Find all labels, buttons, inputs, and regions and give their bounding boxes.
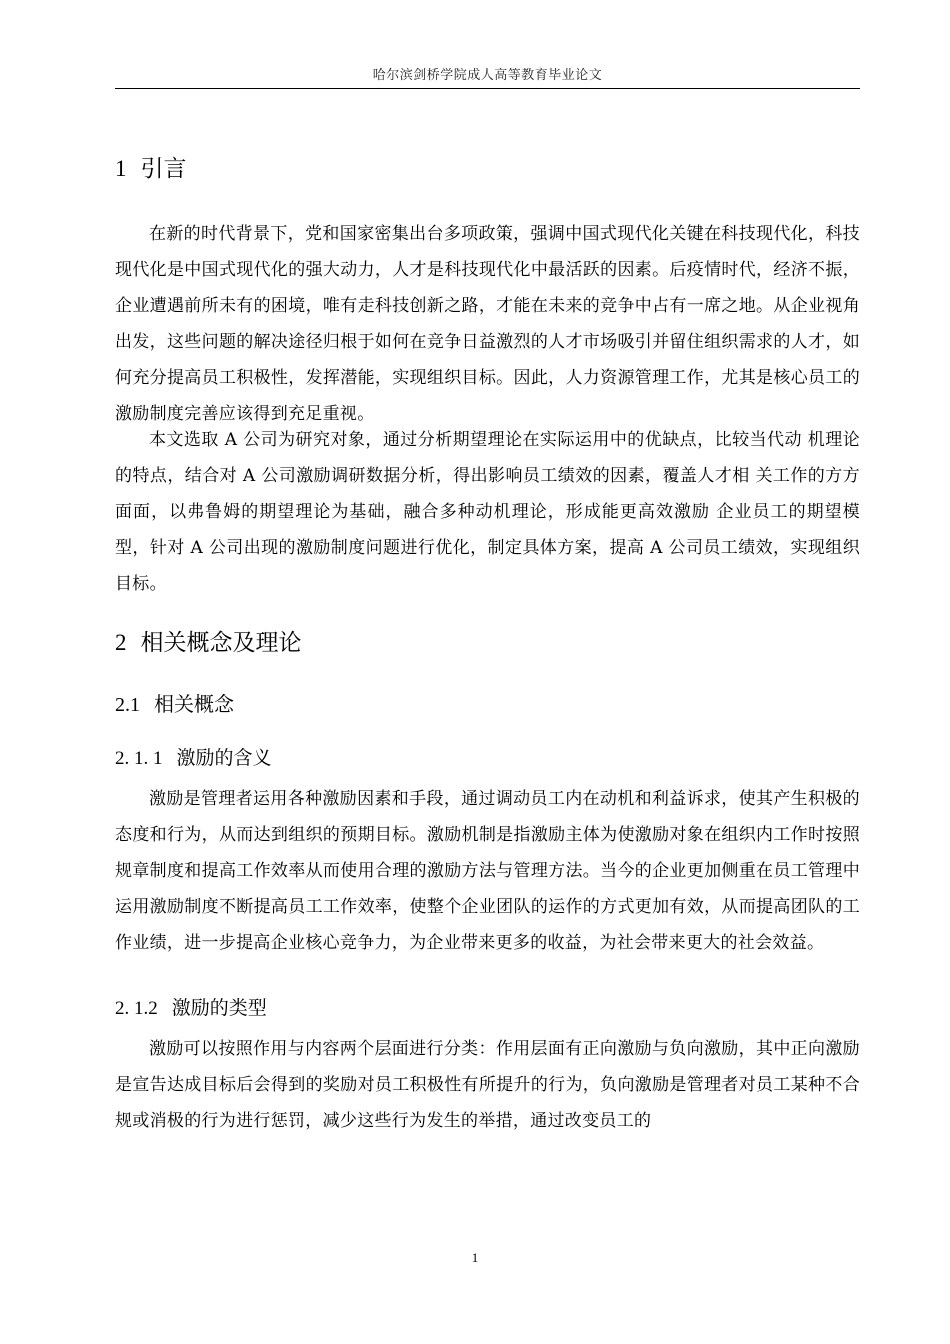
section-2-1-1-heading — [115, 743, 272, 770]
section-number: 1 — [115, 156, 127, 181]
section-number: 2. 1.2 — [115, 998, 158, 1019]
intro-paragraph-1: 在新的时代背景下，党和国家密集出台多项政策，强调中国式现代化关键在科技现代化，科技现代化是中国式现代化的强大动力，人才是科技现代化中最活跃的因素。后疫情时代，经济不振，企业遭遇前所未有的困境，唯有走科技创新之路，才能在未来的竞争中占有一席之地。从企业视角出发，这些问题的解决途径归根于如何在竞争日益激烈的人才市场吸引并留住组织需求的人才，如何充分提高员工积极性，发挥潜能，实现组织目标。因此，人力资源管理工作，尤其是核心员工的激励制度完善应该得到充足重视。 — [115, 224, 860, 424]
header-rule — [115, 88, 860, 89]
intro-paragraph-2: 本文选取 A 公司为研究对象，通过分析期望理论在实际运用中的优缺点，比较当代动 机理论的特点，结合对 A 公司激励调研数据分析，得出影响员工绩效的因素，覆盖人才相 关工作的方方面面，以弗鲁姆的期望理论为基础，融合多种动机理论，形成能更高效激励 企业员工的期望模型，针对 A 公司出现的激励制度问题进行优化，制定具体方案，提高 A 公司员工绩效，实现组织目标。 — [115, 430, 860, 594]
running-header: 哈尔滨剑桥学院成人高等教育毕业论文 — [372, 68, 603, 83]
section-number: 2.1 — [115, 694, 140, 716]
section-1-heading — [115, 150, 187, 183]
section-title: 相关概念及理论 — [140, 630, 302, 656]
section-title: 相关概念 — [154, 692, 234, 716]
section-number: 2. 1. 1 — [115, 748, 163, 769]
section-2-heading — [115, 624, 302, 657]
section-title: 激励的含义 — [176, 747, 272, 769]
section-title: 激励的类型 — [171, 997, 267, 1019]
section-title: 引言 — [140, 156, 187, 182]
section-2-1-heading — [115, 688, 234, 717]
page-number: 1 — [471, 1250, 479, 1265]
incentive-meaning-paragraph: 激励是管理者运用各种激励因素和手段，通过调动员工内在动机和利益诉求，使其产生积极的态度和行为，从而达到组织的预期目标。激励机制是指激励主体为使激励对象在组织内工作时按照规章制度和提高工作效率从而使用合理的激励方法与管理方法。当今的企业更加侧重在员工管理中运用激励制度不断提高员工工作效率，使整个企业团队的运作的方式更加有效，从而提高团队的工作业绩，进一步提高企业核心竞争力，为企业带来更多的收益，为社会带来更大的社会效益。 — [115, 789, 860, 953]
section-number: 2 — [115, 630, 127, 655]
incentive-types-paragraph: 激励可以按照作用与内容两个层面进行分类：作用层面有正向激励与负向激励，其中正向激励是宣告达成目标后会得到的奖励对员工积极性有所提升的行为，负向激励是管理者对员工某种不合规或消极的行为进行惩罚，减少这些行为发生的举措，通过改变员工的 — [115, 1039, 860, 1131]
section-2-1-2-heading — [115, 993, 267, 1020]
